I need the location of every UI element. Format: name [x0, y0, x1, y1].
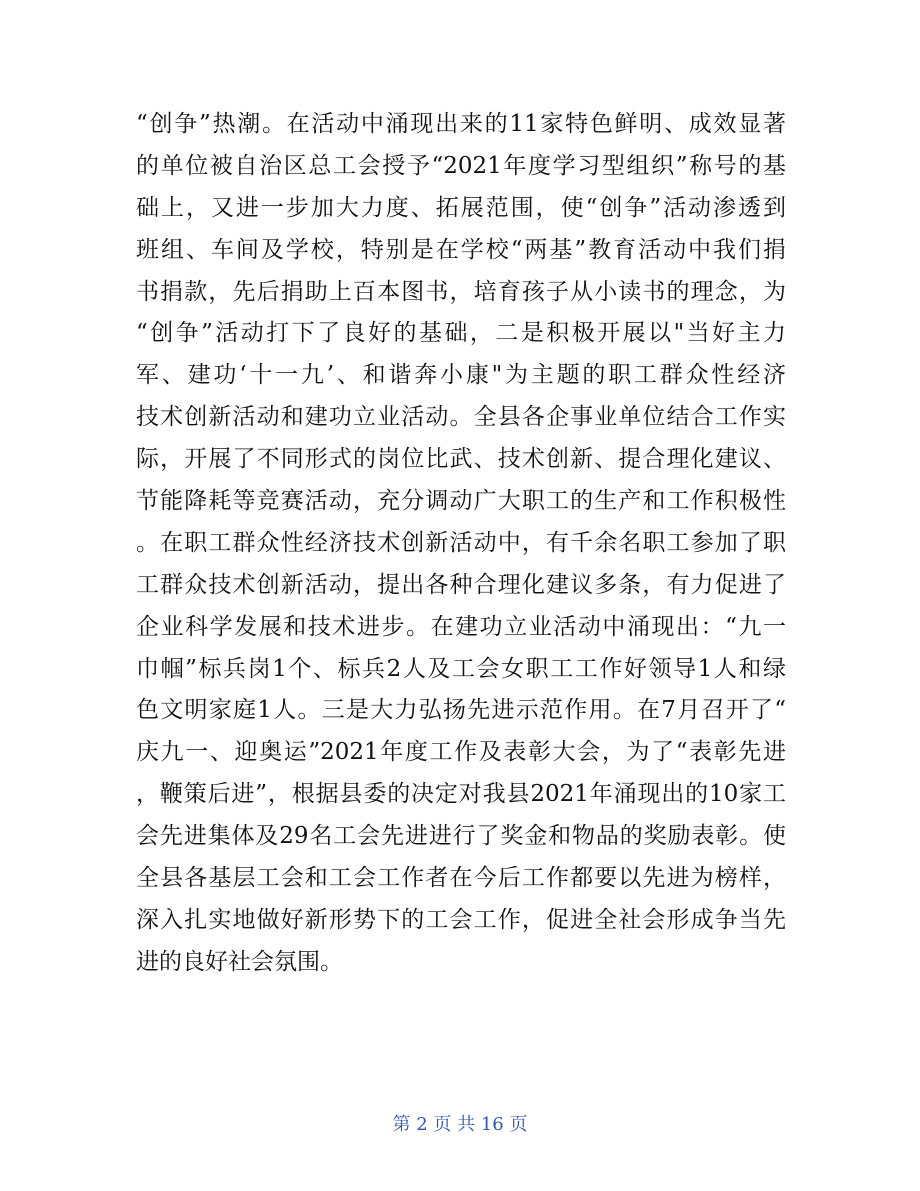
text-line: “创争”热潮。在活动中涌现出来的11家特色鲜明、成效显著	[136, 111, 786, 137]
text-line: 庆九一、迎奥运”2021年度工作及表彰大会，为了“表彰先进	[136, 739, 786, 766]
text-line: 军、建功‘十一九’、和谐奔小康"为主题的职工群众性经济	[136, 362, 786, 389]
text-line: ，鞭策后进”，根据县委的决定对我县2021年涌现出的10家工	[136, 781, 786, 808]
text-line: 工群众技术创新活动，提出各种合理化建议多条，有力促进了	[136, 571, 786, 598]
text-line: 会先进集体及29名工会先进进行了奖金和物品的奖励表彰。使	[136, 823, 786, 850]
text-line: 节能降耗等竞赛活动，充分调动广大职工的生产和工作积极性	[136, 488, 786, 515]
text-line: 技术创新活动和建功立业活动。全县各企事业单位结合工作实	[136, 404, 786, 431]
text-line: 。在职工群众性经济技术创新活动中，有千余名职工参加了职	[136, 529, 786, 556]
text-line-last: 进的良好社会氛围。	[136, 948, 343, 975]
page-number-footer: 第 2 页 共 16 页	[392, 1114, 528, 1135]
text-line: 际，开展了不同形式的岗位比武、技术创新、提合理化建议、	[136, 446, 786, 473]
text-line: 企业科学发展和技术进步。在建功立业活动中涌现出：“九一	[136, 613, 786, 640]
text-line: 班组、车间及学校，特别是在学校“两基”教育活动中我们捐	[136, 236, 786, 263]
text-line: 深入扎实地做好新形势下的工会工作，促进全社会形成争当先	[136, 906, 786, 933]
text-line: 书捐款，先后捐助上百本图书，培育孩子从小读书的理念，为	[136, 278, 786, 305]
text-line: 的单位被自治区总工会授予“2021年度学习型组织”称号的基	[136, 152, 786, 179]
text-line: 全县各基层工会和工会工作者在今后工作都要以先进为榜样，	[136, 865, 786, 892]
text-line: 色文明家庭1人。三是大力弘扬先进示范作用。在7月召开了“	[136, 697, 786, 724]
text-line: 巾帼”标兵岗1个、标兵2人及工会女职工工作好领导1人和绿	[136, 655, 786, 682]
body-text	[136, 104, 786, 984]
text-line: “创争”活动打下了良好的基础，二是积极开展以"当好主力	[136, 320, 786, 347]
text-line: 础上，又进一步加大力度、拓展范围，使“创争”活动渗透到	[136, 194, 786, 221]
